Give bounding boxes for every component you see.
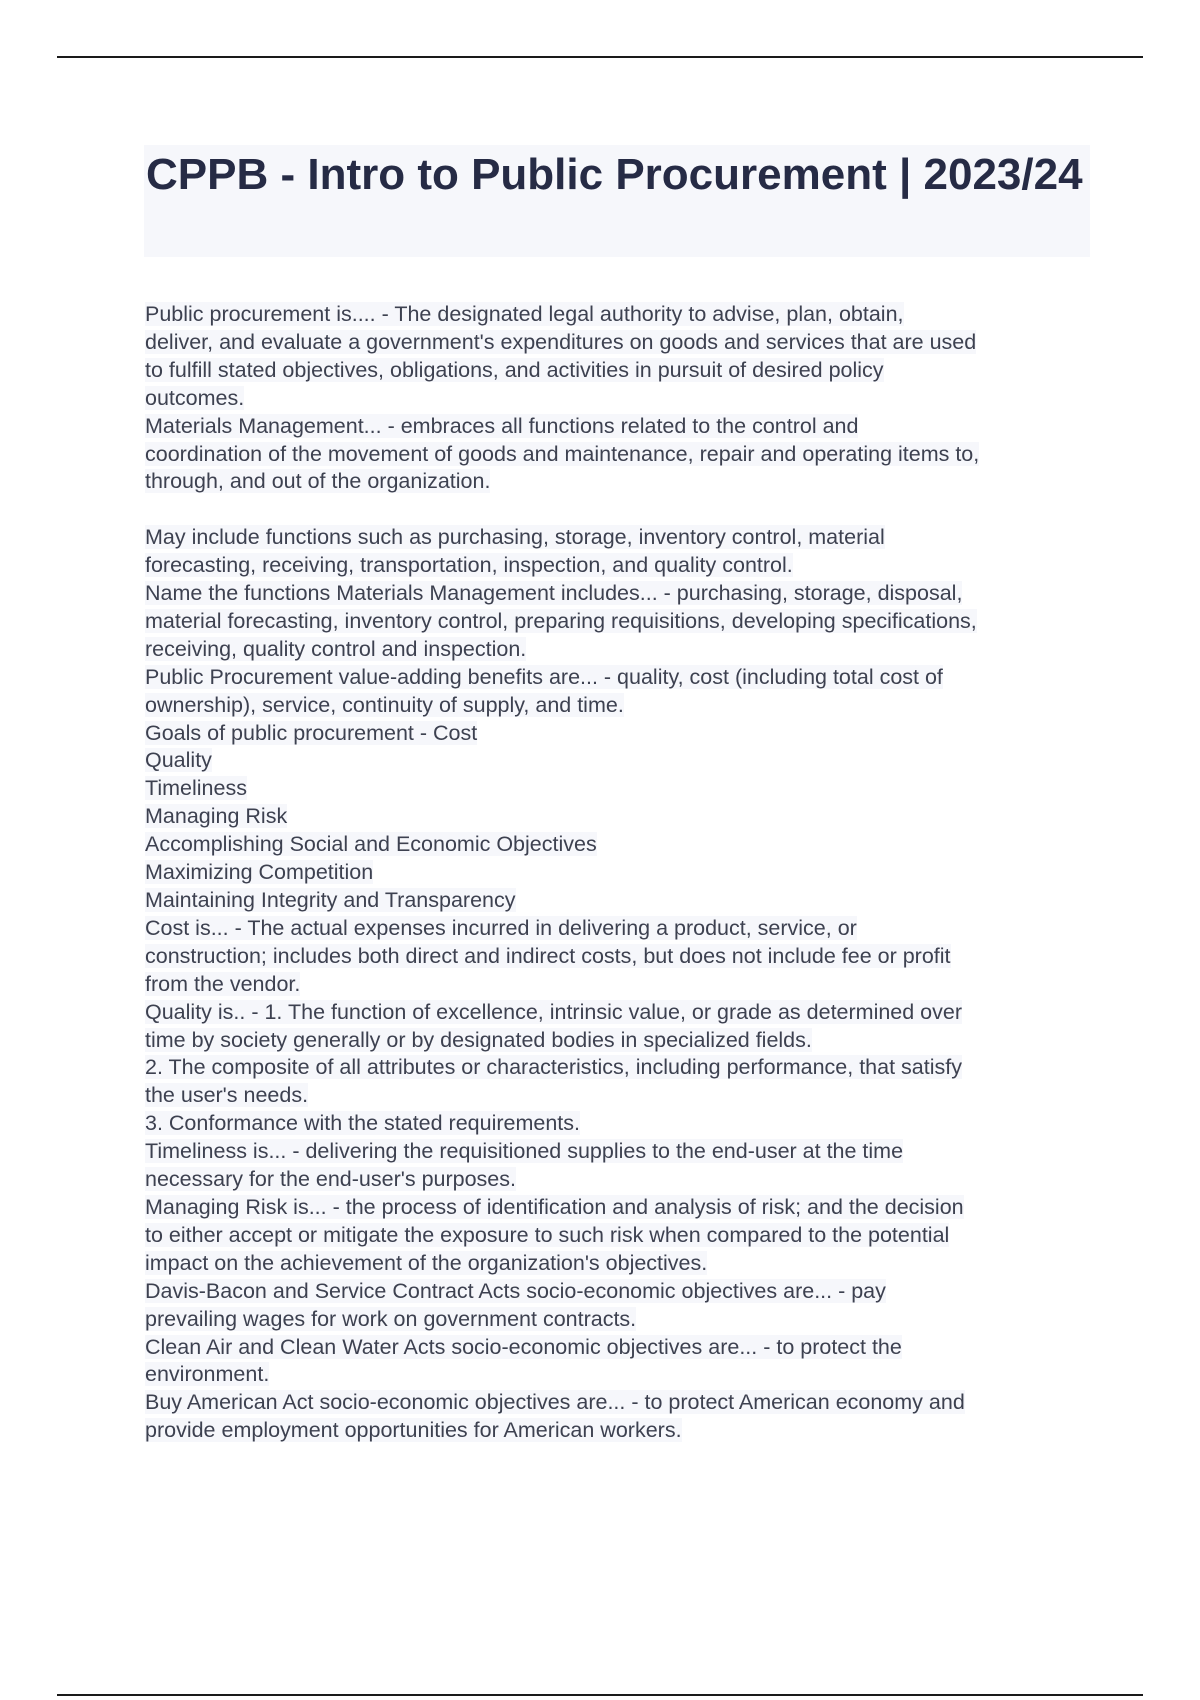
body-line-text: Timeliness	[145, 776, 247, 801]
body-line-text: Public Procurement value-adding benefits are... - quality, cost (including total cost of	[145, 664, 943, 689]
body-line	[145, 999, 1090, 1027]
body-line	[145, 1082, 1090, 1110]
body-line	[145, 552, 1090, 580]
top-divider	[57, 56, 1143, 58]
body-line-text: 2. The composite of all attributes or characteristics, including performance, that satisfy	[145, 1055, 962, 1080]
body-line-text: construction; includes both direct and indirect costs, but does not include fee or profit	[145, 943, 951, 968]
body-line	[145, 1194, 1090, 1222]
body-line-text: May include functions such as purchasing, storage, inventory control, material	[145, 525, 885, 550]
body-line	[145, 1389, 1090, 1417]
body-line-text: Name the functions Materials Management includes... - purchasing, storage, disposal,	[145, 581, 963, 606]
body-line	[145, 1138, 1090, 1166]
body-line-text: Managing Risk is... - the process of identification and analysis of risk; and the decision	[145, 1194, 964, 1219]
body-line-text: time by society generally or by designated bodies in specialized fields.	[145, 1027, 812, 1052]
body-line-text: Buy American Act socio-economic objectives are... - to protect American economy and	[145, 1390, 965, 1415]
body-line-text: Davis-Bacon and Service Contract Acts socio-economic objectives are... - pay	[145, 1278, 886, 1303]
body-line	[145, 1166, 1090, 1194]
body-line	[145, 329, 1090, 357]
body-line-text: Cost is... - The actual expenses incurred in delivering a product, service, or	[145, 915, 857, 940]
body-line-text: Quality	[145, 748, 212, 773]
body-line-text: Managing Risk	[145, 804, 288, 829]
body-line	[145, 664, 1090, 692]
body-line-text: Maximizing Competition	[145, 860, 374, 885]
body-line-text: forecasting, receiving, transportation, inspection, and quality control.	[145, 553, 793, 578]
body-line	[145, 1027, 1090, 1055]
body-line	[145, 301, 1090, 329]
body-line-text: material forecasting, inventory control, preparing requisitions, developing specifications,	[145, 608, 977, 633]
document-body	[145, 301, 1090, 1445]
body-line-text: provide employment opportunities for American workers.	[145, 1418, 682, 1443]
body-line-text: Goals of public procurement - Cost	[145, 720, 478, 745]
bottom-divider	[57, 1694, 1143, 1696]
body-line-text: necessary for the end-user's purposes.	[145, 1167, 516, 1192]
body-line-text: coordination of the movement of goods and maintenance, repair and operating items to,	[145, 441, 980, 466]
body-line-text: Clean Air and Clean Water Acts socio-economic objectives are... - to protect the	[145, 1334, 902, 1359]
body-line-text: deliver, and evaluate a government's expenditures on goods and services that are used	[145, 329, 977, 354]
body-line	[145, 887, 1090, 915]
body-line	[145, 831, 1090, 859]
body-line-text: Public procurement is.... - The designated legal authority to advise, plan, obtain,	[145, 302, 904, 326]
body-line-text: prevailing wages for work on government contracts.	[145, 1306, 637, 1331]
body-line	[145, 608, 1090, 636]
body-line	[145, 943, 1090, 971]
body-line	[145, 720, 1090, 748]
title-block	[144, 145, 1090, 257]
body-line-text: receiving, quality control and inspection.	[145, 636, 527, 661]
body-line	[145, 971, 1090, 999]
body-line-text: from the vendor.	[145, 971, 301, 996]
body-line-text: Maintaining Integrity and Transparency	[145, 888, 516, 913]
body-line	[145, 1250, 1090, 1278]
body-line	[145, 1110, 1090, 1138]
body-line	[145, 775, 1090, 803]
body-line	[145, 524, 1090, 552]
body-line	[145, 859, 1090, 887]
body-line-text: the user's needs.	[145, 1083, 309, 1108]
body-line	[145, 692, 1090, 720]
body-line	[145, 915, 1090, 943]
body-line-text: outcomes.	[145, 385, 245, 410]
body-line	[145, 441, 1090, 469]
body-line-text: impact on the achievement of the organization's objectives.	[145, 1250, 708, 1275]
body-line	[145, 385, 1090, 413]
body-line	[145, 1278, 1090, 1306]
body-line-text: Accomplishing Social and Economic Objectives	[145, 832, 597, 857]
body-line-text: 3. Conformance with the stated requirements.	[145, 1111, 580, 1136]
body-line	[145, 413, 1090, 441]
body-line	[145, 636, 1090, 664]
body-line	[145, 1222, 1090, 1250]
body-line	[145, 1334, 1090, 1362]
body-line-text: Quality is.. - 1. The function of excellence, intrinsic value, or grade as determined over	[145, 999, 963, 1024]
body-line-text: ownership), service, continuity of supply, and time.	[145, 692, 624, 717]
body-line	[145, 357, 1090, 385]
body-line	[145, 468, 1090, 496]
paragraph-gap	[145, 496, 1090, 524]
body-line-text: Timeliness is... - delivering the requisitioned supplies to the end-user at the time	[145, 1139, 904, 1164]
body-line	[145, 1361, 1090, 1389]
body-line-text: through, and out of the organization.	[145, 469, 491, 494]
body-line-text: Materials Management... - embraces all functions related to the control and	[145, 413, 859, 438]
body-line	[145, 1417, 1090, 1445]
body-line-text: environment.	[145, 1362, 270, 1387]
body-line	[145, 580, 1090, 608]
document-title: CPPB - Intro to Public Procurement | 2023/24	[146, 150, 1083, 199]
body-line-text: to fulfill stated objectives, obligations, and activities in pursuit of desired policy	[145, 357, 884, 382]
body-line	[145, 803, 1090, 831]
body-line	[145, 1306, 1090, 1334]
body-line	[145, 1054, 1090, 1082]
body-line	[145, 747, 1090, 775]
body-line-text: to either accept or mitigate the exposure to such risk when compared to the potential	[145, 1222, 950, 1247]
